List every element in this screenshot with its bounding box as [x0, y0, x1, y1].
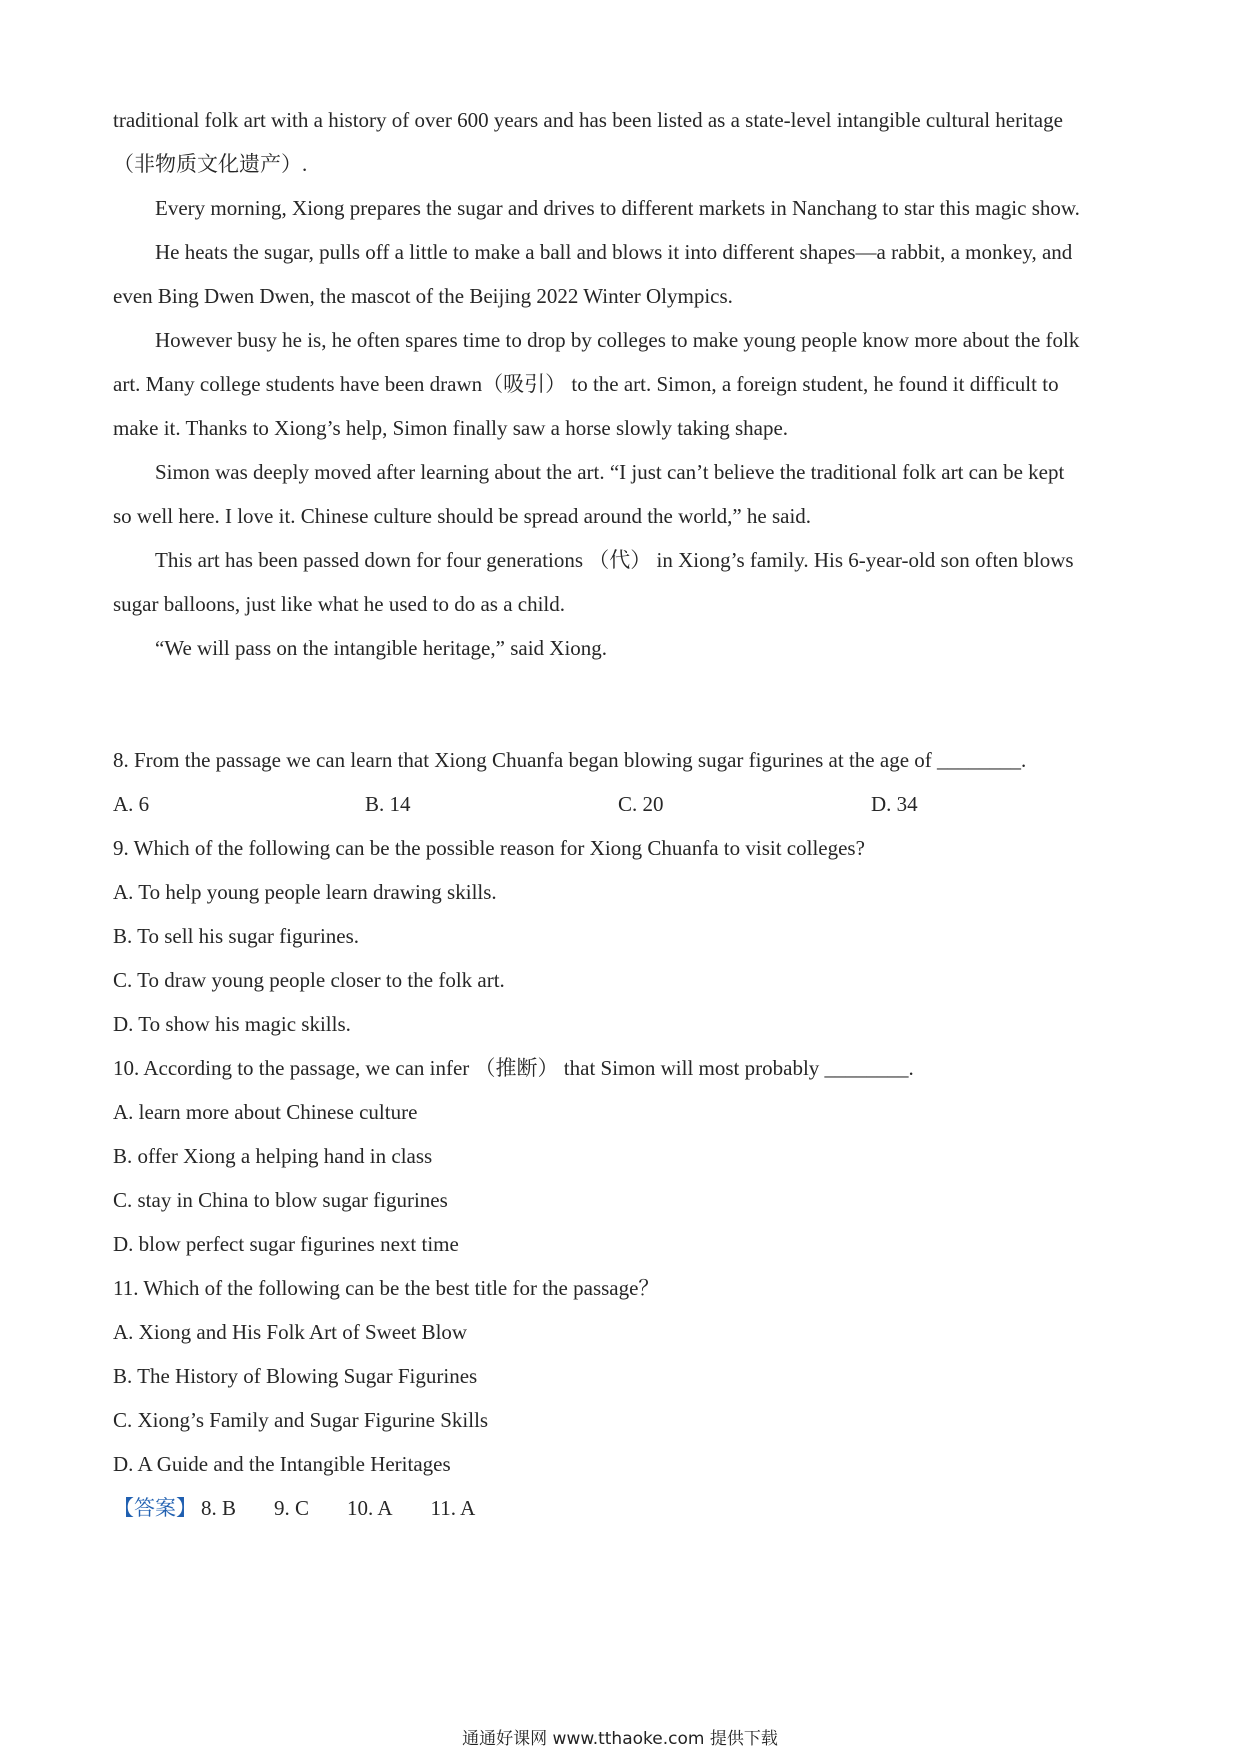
question-8-stem: 8. From the passage we can learn that Xiong Chuanfa began blowing sugar figurines at the age of ________. [113, 748, 1027, 772]
passage-paragraph-6: “We will pass on the intangible heritage,” said Xiong. [155, 636, 608, 660]
passage-paragraph-4-line-2: so well here. I love it. Chinese culture should be spread around the world,” he said. [113, 504, 812, 528]
question-11-option-d: D. A Guide and the Intangible Heritages [113, 1452, 451, 1476]
answer-11: 11. A [430, 1496, 476, 1520]
question-10-option-b: B. offer Xiong a helping hand in class [113, 1144, 433, 1168]
passage-paragraph-5-line-1: This art has been passed down for four generations （代） in Xiong’s family. His 6-year-old son often blows [155, 548, 1074, 572]
question-10-stem: 10. According to the passage, we can infer （推断） that Simon will most probably ________. [113, 1056, 914, 1080]
passage-paragraph-3-line-2: art. Many college students have been drawn（吸引） to the art. Simon, a foreign student, he found it difficult to [113, 372, 1059, 396]
answer-key [113, 1494, 513, 1522]
question-8-option-c: C. 20 [618, 792, 664, 816]
question-9-stem: 9. Which of the following can be the possible reason for Xiong Chuanfa to visit colleges? [113, 836, 865, 860]
passage-paragraph-2-line-1: He heats the sugar, pulls off a little to make a ball and blows it into different shapes—a rabbit, a monkey, and [155, 240, 1073, 264]
question-9-option-b: B. To sell his sugar figurines. [113, 924, 360, 948]
answer-label: 【答案】 [113, 1496, 197, 1520]
question-10-option-c: C. stay in China to blow sugar figurines [113, 1188, 448, 1212]
question-11-stem: 11. Which of the following can be the best title for the passage？ [113, 1276, 660, 1300]
passage-paragraph-4-line-1: Simon was deeply moved after learning about the art. “I just can’t believe the traditional folk art can be kept [155, 460, 1065, 484]
passage-paragraph-5-line-2: sugar balloons, just like what he used to do as a child. [113, 592, 566, 616]
question-11-option-a: A. Xiong and His Folk Art of Sweet Blow [113, 1320, 468, 1344]
question-10-option-a: A. learn more about Chinese culture [113, 1100, 418, 1124]
passage-line-1: traditional folk art with a history of over 600 years and has been listed as a state-level intangible cultural heritage [113, 108, 1063, 132]
answer-10: 10. A [347, 1496, 393, 1520]
question-8-option-b: B. 14 [365, 792, 411, 816]
question-9-option-c: C. To draw young people closer to the folk art. [113, 968, 505, 992]
question-9-option-d: D. To show his magic skills. [113, 1012, 351, 1036]
answer-9: 9. C [274, 1496, 310, 1520]
question-8-option-d: D. 34 [871, 792, 918, 816]
passage-paragraph-2-line-2: even Bing Dwen Dwen, the mascot of the Beijing 2022 Winter Olympics. [113, 284, 733, 308]
page-footer: 通通好课网 www.tthaoke.com 提供下载 [462, 1729, 778, 1749]
answer-8: 8. B [201, 1496, 237, 1520]
question-9-option-a: A. To help young people learn drawing skills. [113, 880, 497, 904]
passage-paragraph-3-line-1: However busy he is, he often spares time to drop by colleges to make young people know more about the folk [155, 328, 1080, 352]
question-10-option-d: D. blow perfect sugar figurines next time [113, 1232, 459, 1256]
question-11-option-c: C. Xiong’s Family and Sugar Figurine Skills [113, 1408, 489, 1432]
question-8-option-a: A. 6 [113, 792, 150, 816]
question-8-options [113, 790, 1113, 818]
passage-paragraph-3-line-3: make it. Thanks to Xiong’s help, Simon finally saw a horse slowly taking shape. [113, 416, 789, 440]
passage-paragraph-1: Every morning, Xiong prepares the sugar and drives to different markets in Nanchang to star this magic show. [155, 196, 1080, 220]
passage-line-2: （非物质文化遗产）. [113, 152, 308, 176]
question-11-option-b: B. The History of Blowing Sugar Figurines [113, 1364, 478, 1388]
